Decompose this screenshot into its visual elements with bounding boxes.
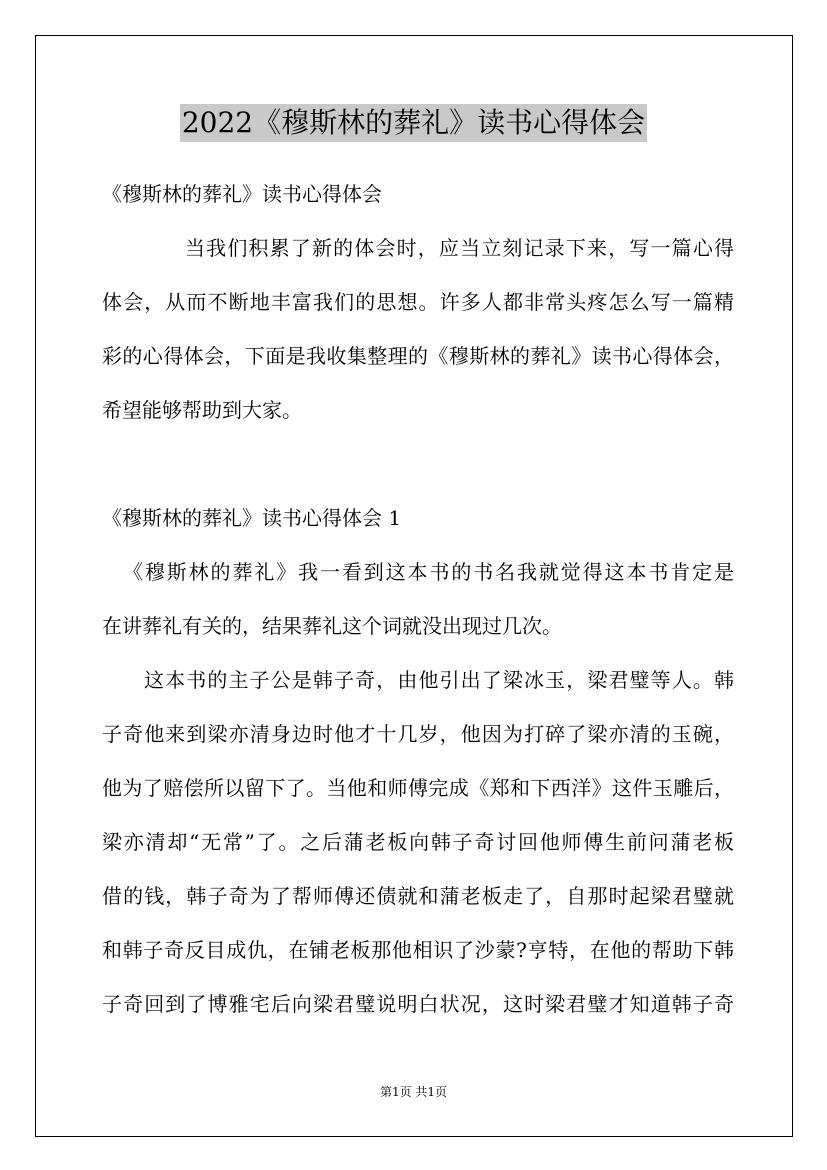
intro-line: 希望能够帮助到大家。	[102, 398, 302, 422]
intro-line: 彩的心得体会，下面是我收集整理的《穆斯林的葬礼》读书心得体会，	[102, 344, 734, 368]
document-body	[102, 167, 734, 1031]
section-heading: 《穆斯林的葬礼》读书心得体会 1	[102, 506, 402, 530]
title-row	[0, 104, 827, 142]
intro-paragraph	[102, 221, 734, 437]
paragraph-line: 子奇回到了博雅宅后向梁君璧说明白状况，这时梁君璧才知道韩子奇	[102, 992, 734, 1016]
section-spacer	[102, 437, 734, 491]
paragraph-line: 梁亦清却“无常”了。之后蒲老板向韩子奇讨回他师傅生前问蒲老板	[102, 830, 734, 854]
section-paragraph-1	[102, 545, 734, 653]
paragraph-line: 和韩子奇反目成仇，在铺老板那他相识了沙蒙?亨特，在他的帮助下韩	[102, 938, 734, 962]
page-number-footer: 第1页 共1页	[379, 1085, 448, 1099]
paragraph-line: 在讲葬礼有关的，结果葬礼这个词就没出现过几次。	[102, 614, 562, 638]
section-paragraph-2	[102, 653, 734, 1031]
paragraph-line: 子奇他来到梁亦清身边时他才十几岁，他因为打碎了梁亦清的玉碗，	[102, 722, 734, 746]
paragraph-line: 他为了赔偿所以留下了。当他和师傅完成《郑和下西洋》这件玉雕后，	[102, 776, 734, 800]
document-title: 2022《穆斯林的葬礼》读书心得体会	[180, 104, 647, 142]
intro-line: 体会，从而不断地丰富我们的思想。许多人都非常头疼怎么写一篇精	[102, 290, 734, 314]
intro-line: 当我们积累了新的体会时，应当立刻记录下来，写一篇心得	[185, 236, 734, 260]
paragraph-line: 《穆斯林的葬礼》我一看到这本书的书名我就觉得这本书肯定是	[123, 560, 734, 584]
paragraph-line: 这本书的主子公是韩子奇，由他引出了梁冰玉，梁君璧等人。韩	[144, 668, 734, 692]
paragraph-line: 借的钱，韩子奇为了帮师傅还债就和蒲老板走了，自那时起梁君璧就	[102, 884, 734, 908]
document-subtitle: 《穆斯林的葬礼》读书心得体会	[102, 182, 382, 206]
